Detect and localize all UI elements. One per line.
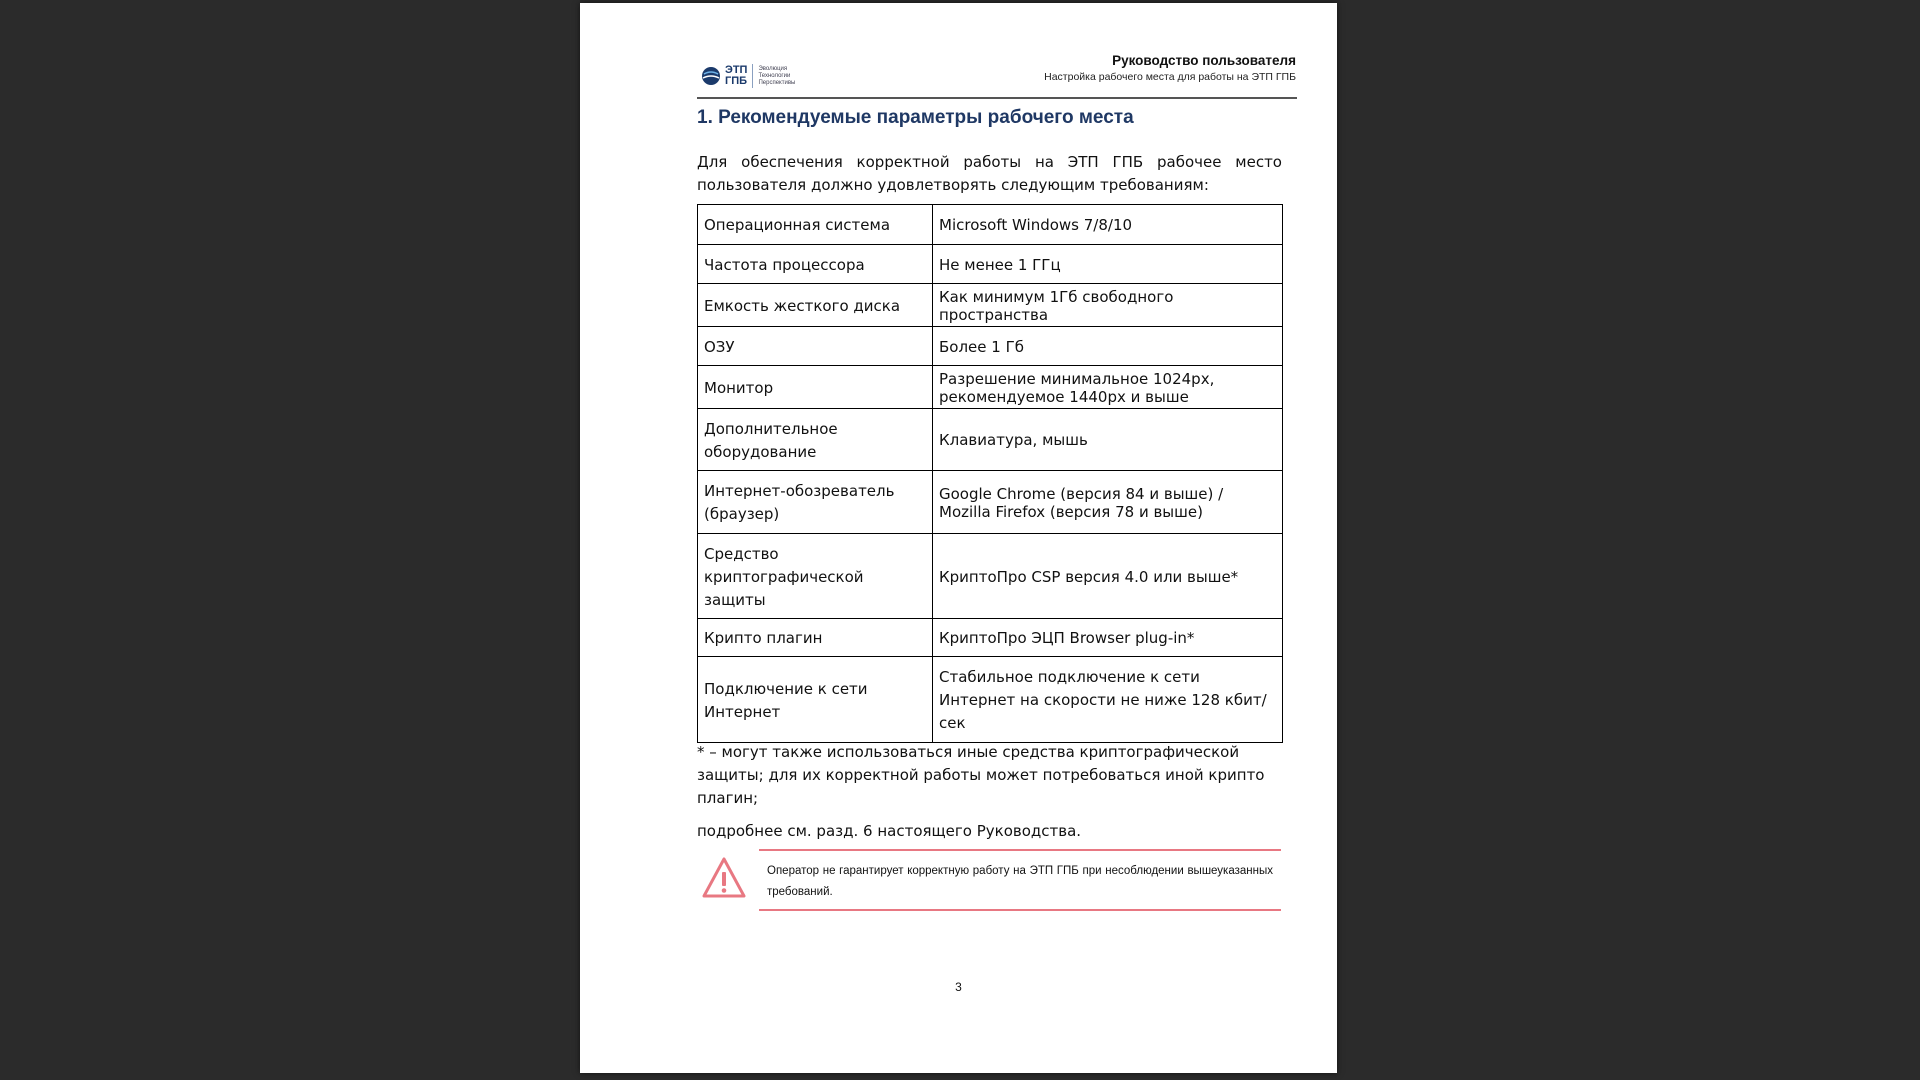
logo-wordmark [725, 65, 747, 87]
logo-separator [752, 64, 753, 88]
value-cell: Стабильное подключение к сети Интернет на скорости не ниже 128 кбит/сек [933, 657, 1283, 743]
tagline-word: Перспективы [758, 79, 796, 86]
value-cell: Более 1 Гб [933, 327, 1283, 366]
value-cell: Клавиатура, мышь [933, 409, 1283, 471]
warning-triangle-icon [701, 855, 747, 901]
footnote: * – могут также использоваться иные средства криптографической защиты; для их корректной работы может потребоваться иной крипто плагин; [697, 743, 1265, 807]
table-row [698, 284, 1283, 327]
header-subtitle: Настройка рабочего места для работы на ЭТП ГПБ [1044, 71, 1296, 83]
param-cell: Частота процессора [698, 245, 933, 284]
value-cell: Microsoft Windows 7/8/10 [933, 205, 1283, 245]
table-row [698, 409, 1283, 471]
param-cell: Средство криптографической защиты [698, 534, 933, 619]
tagline-word: Эволюция [758, 65, 788, 72]
logo-globe-icon [700, 65, 722, 87]
company-logo [700, 61, 795, 91]
table-row [698, 205, 1283, 245]
param-cell: Операционная система [698, 205, 933, 245]
value-cell: КриптоПро CSP версия 4.0 или выше* [933, 534, 1283, 619]
page-number: 3 [955, 980, 962, 994]
header-title: Руководство пользователя [1112, 53, 1296, 68]
param-cell: Интернет-обозреватель (браузер) [698, 471, 933, 534]
table-row [698, 657, 1283, 743]
table-row [698, 471, 1283, 534]
logo-line-1: ЭТП [725, 64, 748, 76]
intro-paragraph: Для обеспечения корректной работы на ЭТП ГПБ рабочее место пользователя должно удовлетворять следующим требованиям: [697, 153, 1282, 194]
param-cell: Подключение к сети Интернет [698, 657, 933, 743]
page-header [697, 51, 1297, 99]
param-cell: Емкость жесткого диска [698, 284, 933, 327]
param-cell: Монитор [698, 366, 933, 409]
value-cell: Google Chrome (версия 84 и выше) / Mozilla Firefox (версия 78 и выше) [933, 471, 1283, 534]
table-row [698, 327, 1283, 366]
document-page [580, 3, 1337, 1073]
value-cell: КриптоПро ЭЦП Browser plug-in* [933, 619, 1283, 657]
param-cell: Дополнительное оборудование [698, 409, 933, 471]
table-row [698, 245, 1283, 284]
section-title: 1. Рекомендуемые параметры рабочего места [697, 107, 1134, 128]
value-cell: Как минимум 1Гб свободного пространства [933, 284, 1283, 327]
value-cell: Не менее 1 ГГц [933, 245, 1283, 284]
param-cell: Крипто плагин [698, 619, 933, 657]
value-cell: Разрешение минимальное 1024px, рекомендуемое 1440px и выше [933, 366, 1283, 409]
table-row [698, 366, 1283, 409]
requirements-table [697, 204, 1283, 743]
warning-callout [759, 849, 1281, 911]
table-row [698, 534, 1283, 619]
table-row [698, 619, 1283, 657]
warning-text: Оператор не гарантирует корректную работу на ЭТП ГПБ при несоблюдении вышеуказанных требований. [767, 865, 1273, 898]
logo-tagline [758, 66, 795, 87]
tagline-word: Технологии [758, 72, 791, 79]
logo-line-2: ГПБ [725, 75, 748, 87]
param-cell: ОЗУ [698, 327, 933, 366]
reference-note: подробнее см. разд. 6 настоящего Руководства. [697, 822, 1082, 840]
